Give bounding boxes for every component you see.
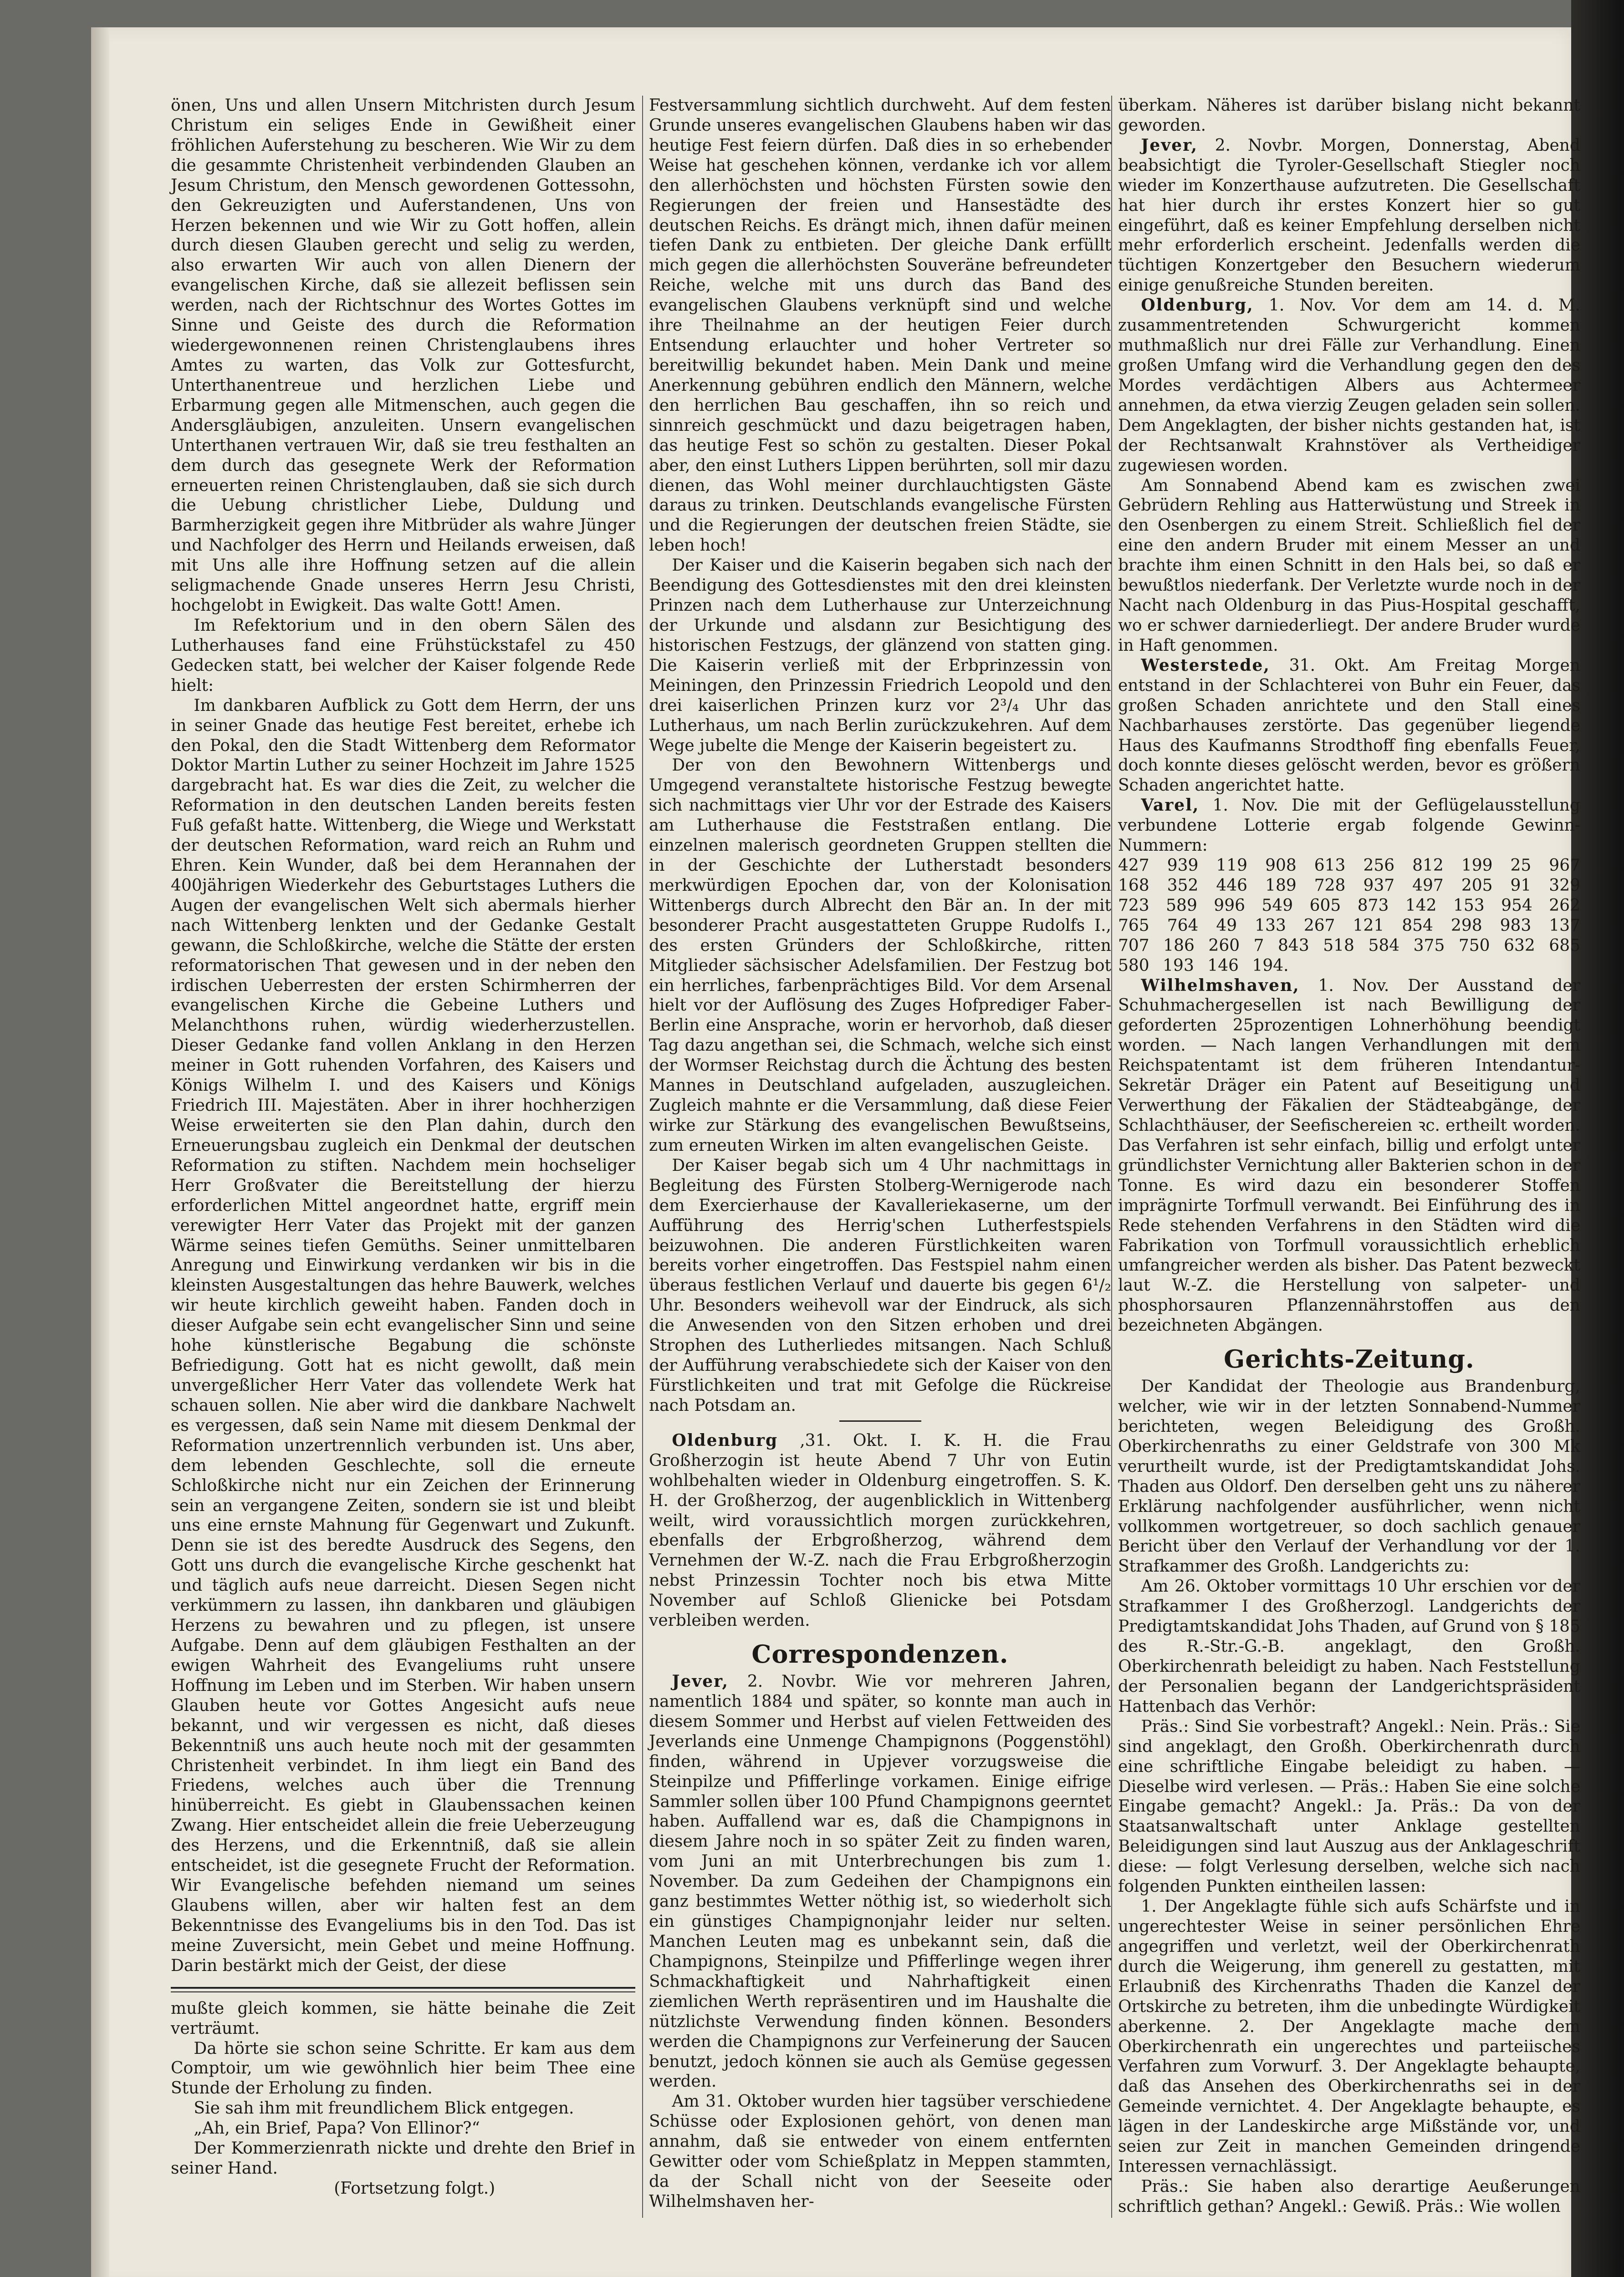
paragraph: Am 26. Oktober vormittags 10 Uhr erschien vor der Strafkammer I des Großherzogl. Landgerichts der Predigtamtskandidat Johs Thaden, auf Grund von § 185 des R.-Str.-G.-B. angeklagt, den Großh. Oberkirchenrath beleidigt zu haben. Nach Feststellung der Personalien begann der Landgerichtspräsident Hattenbach das Verhör:: [1118, 1577, 1580, 1716]
paragraph: Der Kandidat der Theologie aus Brandenburg, welcher, wie wir in der letzten Sonnabend-Nummer berichteten, wegen Beleidigung des Großh. Oberkirchenraths zu einer Geldstrafe von 300 Mk verurtheilt wurde, ist der Predigtamtskandidat Johs. Thaden aus Oldorf. Den derselben geht uns zu näherer Erklärung nachfolgender ausführlicher, wenn nicht vollkommen wortgetreuer, so doch sachlich genauer Bericht über den Verlauf der Verhandlung vor der 1. Strafkammer des Großh. Landgerichts zu:: [1118, 1377, 1580, 1576]
section-heading: Gerichts-Zeitung.: [1224, 1344, 1475, 1374]
paragraph: Präs.: Sie haben also derartige Aeußerungen schriftlich gethan? Angekl.: Gewiß. Präs.: Wie wollen: [1118, 2177, 1580, 2216]
separator: [839, 1420, 921, 1422]
page-gutter: [91, 27, 109, 2277]
news-item-westerstede: [1118, 656, 1580, 796]
column-2: [649, 96, 1111, 2212]
paragraph: Im dankbaren Aufblick zu Gott dem Herrn, der uns in seiner Gnade das heutige Fest bereitet, erhebe ich den Pokal, den die Stadt Wittenberg dem Reformator Doktor Martin Luther zu seiner Hochzeit im Jahre 1525 dargebracht hat. Es war dies die Zeit, zu welcher die Reformation in den deutschen Landen bereits festen Fuß gefaßt hatte. Wittenberg, die Wiege und Werkstatt der deutschen Reformation, ward reich an Ruhm und Ehren. Kein Wunder, daß bei dem Herannahen der 400jährigen Wiederkehr des Geburtstages Luthers die Augen der evangelischen Welt sich abermals hierher nach Wittenberg lenkten und der Gedanke Gestalt gewann, die Schloßkirche, welche die Stätte der ersten reformatorischen That gewesen und in der neben den irdischen Ueberresten der ersten Schirmherren der evangelischen Kirche die Gebeine Luthers und Melanchthons ruhen, würdig wiederherzustellen. Dieser Gedanke fand vollen Anklang in den Herzen meiner in Gott ruhenden Vorfahren, des Kaisers und Königs Wilhelm I. und des Kaisers und Königs Friedrich III. Majestäten. Aber in ihrer hochherzigen Weise erweiterten sie den Plan dahin, durch den Erneuerungsbau zugleich ein Denkmal der deutschen Reformation zu stiften. Nachdem mein hochseliger Herr Großvater die Bereitstellung der hierzu erforderlichen Mittel angeordnet hatte, ergriff mein verewigter Herr Vater das Projekt mit der ganzen Wärme seines tiefen Gemüths. Seiner unmittelbaren Anregung und Einwirkung verdanken wir bis in die kleinsten Ausgestaltungen das hehre Bauwerk, welches wir heute kirchlich geweiht haben. Fanden doch in dieser Aufgabe sein echt evangelischer Sinn und seine hohe künstlerische Begabung die schönste Befriedigung. Gott hat es nicht gewollt, daß mein unvergeßlicher Herr Vater das vollendete Werk hat schauen sollen. Nie aber wird die dankbare Nachwelt es vergessen, daß sein Name mit diesem Denkmal der Reformation unzertrennlich verbunden ist. Uns aber, dem lebenden Geschlechte, soll die erneute Schloßkirche nicht nur ein Zeichen der Erinnerung sein an vergangene Zeiten, sondern sie ist und bleibt uns eine ernste Mahnung für Gegenwart und Zukunft. Denn sie ist des beredte Ausdruck des Segens, den Gott uns durch die evangelische Kirche geschenkt hat und täglich aufs neue darreicht. Diesen Segen nicht verkümmern zu lassen, ihn dankbaren und gläubigen Herzens zu bewahren und zu pflegen, ist unsere Aufgabe. Denn auf dem gläubigen Festhalten an der ewigen Wahrheit des Evangeliums ruht unsere Hoffnung im Leben und im Sterben. Wir haben unsern Glauben heute vor Gottes Angesicht aufs neue bekannt, und wir vergessen es nicht, daß dieses Bekenntniß uns auch heute noch mit der gesammten Christenheit verbindet. In ihm liegt ein Band des Friedens, welches auch über die Trennung hinüberreicht. Es giebt in Glaubenssachen keinen Zwang. Hier entscheidet allein die freie Ueberzeugung des Herzens, und die Erkenntniß, daß sie allein entscheidet, ist die gesegnete Frucht der Reformation. Wir Evangelische befehden niemand um seines Glaubens willen, aber wir halten fest an dem Bekenntnisse des Evangeliums bis in den Tod. Das ist meine Zuversicht, mein Gebet und meine Hoffnung. Darin bestärkt mich der Geist, der diese: [171, 696, 635, 1975]
news-text: 2. Novbr. Morgen, Donnerstag, Abend beabsichtigt die Tyroler-Gesellschaft Stiegler noch wieder im Konzerthause aufzutreten. Die Gesellschaft hat hier durch ihr erstes Konzert hier so gut eingeführt, daß es keiner Empfehlung derselben nicht mehr erforderlich erscheint. Jedenfalls werden die tüchtigen Konzertgeber den Besuchern wiederum einige genußreiche Stunden bereiten.: [1118, 136, 1580, 295]
paragraph: Im Refektorium und in den obern Sälen des Lutherhauses fand eine Frühstückstafel zu 450 Gedecken statt, bei welcher der Kaiser folgende Rede hielt:: [171, 616, 635, 695]
column-divider: [1111, 96, 1112, 2218]
story-paragraph: Da hörte sie schon seine Schritte. Er kam aus dem Comptoir, um wie gewöhnlich hier beim Thee eine Stunde der Erholung zu finden.: [171, 2039, 635, 2098]
paragraph: Am Sonnabend Abend kam es zwischen zwei Gebrüdern Rehling aus Hatterwüstung und Streek in den Osenbergen zu einem Streit. Schließlich fiel der eine den andern Bruder mit einem Messer an und brachte ihm einen Schnitt in den Hals bei, so daß er bewußtlos niederfank. Der Verletzte wurde noch in der Nacht nach Oldenburg in das Pius-Hospital geschafft, wo er schwer darniederliegt. Der andere Bruder wurde in Haft genommen.: [1118, 476, 1580, 655]
news-text: 1. Nov. Der Ausstand der Schuhmachergesellen ist nach Bewilligung der geforderten 25prozentigen Lohnerhöhung beendigt worden. — Nach langen Verhandlungen mit dem Reichspatentamt ist dem früheren Intendantur-Sekretär Dräger ein Patent auf Beseitigung und Verwerthung der Fäkalien der Städteabgänge, der Schlachthäuser, der Seefischereien ꝛc. ertheilt worden. Das Verfahren ist sehr einfach, billig und erfolgt unter gründlichster Vernichtung aller Bakterien schon in der Tonne. Es wird dazu ein besonderer Stoffen imprägnirte Torfmull verwandt. Bei Einführung des in Rede stehenden Verfahrens in den Städten wird die Fabrikation von Torfmull voraussichtlich erheblich umfangreicher werden als bisher. Das Patent bezweckt laut W.-Z. die Herstellung von salpeter- und phosphorsauren Pflanzennährstoffen aus den bezeichneten Abgängen.: [1118, 976, 1580, 1335]
story-paragraph: Sie sah ihm mit freundlichem Blick entgegen.: [194, 2099, 574, 2118]
column-1: [171, 96, 635, 2199]
place-name: Varel,: [1141, 796, 1200, 815]
news-text: 1. Nov. Vor dem am 14. d. M. zusammentretenden Schwurgericht kommen muthmaßlich nur drei Fälle zur Verhandlung. Einen großen Umfang wird die Verhandlung gegen den des Mordes verdächtigen Albers aus Achtermeer annehmen, da etwa vierzig Zeugen geladen sein sollen. Dem Angeklagten, der bisher nichts gestanden hat, ist der Rechtsanwalt Krahnstöver als Vertheidiger zugewiesen worden.: [1118, 296, 1580, 475]
place-name: Westerstede,: [1141, 655, 1270, 675]
paragraph: Der Kaiser begab sich um 4 Uhr nachmittags in Begleitung des Fürsten Stolberg-Wernigerode nach dem Exercierhause der Kavalleriekaserne, um der Aufführung des Herrig'schen Lutherfestspiels beizuwohnen. Die anderen Fürstlichkeiten waren bereits vorher eingetroffen. Das Festspiel nahm einen überaus festlichen Verlauf und dauerte bis gegen 6¹/₂ Uhr. Besonders weihevoll war der Eindruck, als sich die Anwesenden von den Sitzen erhoben und drei Strophen des Lutherliedes mitsangen. Nach Schluß der Aufführung verabschiedete sich der Kaiser von den Fürstlichkeiten und trat mit Gefolge die Rückreise nach Potsdam an.: [649, 1156, 1111, 1415]
place-name: Oldenburg,: [1141, 296, 1254, 315]
paragraph: önen, Uns und allen Unsern Mitchristen durch Jesum Christum ein seliges Ende in Gewißheit einer fröhlichen Auferstehung zu bescheren. Wie Wir zu dem die gesammte Christenheit verbindenden Glauben an Jesum Christum, den Mensch gewordenen Gottessohn, den Gekreuzigten und Auferstandenen, Uns von Herzen bekennen und wie Wir zu Gott hoffen, allein durch diesen Glauben gerecht und selig zu werden, also erwarten Wir auch von allen Dienern der evangelischen Kirche, daß sie allezeit beflissen sein werden, nach der Richtschnur des Wortes Gottes im Sinne und Geiste des durch die Reformation wiedergewonnenen reinen Christenglaubens ihres Amtes zu warten, das Volk zur Gottesfurcht, Unterthanentreue und herzlichen Liebe und Erbarmung gegen alle Mitmenschen, auch gegen die Andersgläubigen, anzuleiten. Unsern evangelischen Unterthanen vertrauen Wir, daß sie treu festhalten an dem durch das gesegnete Werk der Reformation erneuerten reinen Christenglauben, daß sie sich durch die Uebung christlicher Liebe, Duldung und Barmherzigkeit gegen ihre Mitbrüder als wahre Jünger und Nachfolger des Herrn und Heilands erweisen, daß mit Uns alle ihre Hoffnung setzen auf die allein seligmachende Gnade unseres Herrn Jesu Christi, hochgelobt in Ewigkeit. Das walte Gott! Amen.: [171, 96, 635, 615]
news-item-jever: [1118, 136, 1580, 296]
paragraph: Am 31. Oktober wurden hier tagsüber verschiedene Schüsse oder Explosionen gehört, von denen man annahm, daß sie entweder von einem entfernten Gewitter oder vom Schießplatz in Meppen stammten, da der Schall nicht von der Seeseite oder Wilhelmshaven her-: [649, 2092, 1111, 2211]
story-paragraph: mußte gleich kommen, sie hätte beinahe die Zeit verträumt.: [171, 1999, 635, 2038]
news-item-oldenburg: [1118, 296, 1580, 475]
continuation-note: (Fortsetzung folgt.): [334, 2179, 495, 2198]
story-paragraph: „Ah, ein Brief, Papa? Von Ellinor?“: [194, 2119, 480, 2138]
news-text: 1. Nov. Die mit der Geflügelausstellung verbundene Lotterie ergab folgende Gewinn-Nummern:: [1118, 796, 1580, 855]
paragraph: Der von den Bewohnern Wittenbergs und Umgegend veranstaltete historische Festzug bewegte sich nachmittags vier Uhr vor der Estrade des Kaisers am Lutherhause die Feststraßen entlang. Die einzelnen malerisch geordneten Gruppen stellten die in der Geschichte der Lutherstadt besonders merkwürdigen Epochen dar, von der Kolonisation Wittenbergs durch Albrecht den Bär an. In der mit besonderer Pracht ausgestatteten Gruppe Rudolfs I., des ersten Gründers der Schloßkirche, ritten Mitglieder sächsischer Adelsfamilien. Der Festzug bot ein herrliches, farbenprächtiges Bild. Vor dem Arsenal hielt vor der Auflösung des Zuges Hofprediger Faber-Berlin eine Ansprache, worin er hervorhob, daß dieser Tag dazu angethan sei, die Schmach, welche sich einst der Wormser Reichstag durch die Ächtung des besten Mannes in Deutschland aufgeladen, auszugleichen. Zugleich mahnte er die Versammlung, daß diese Feier wirke zur Stärkung des evangelischen Bewußtseins, zum erneuten Wirken im alten evangelischen Geiste.: [649, 756, 1111, 1155]
section-heading: Correspondenzen.: [751, 1639, 1009, 1669]
paragraph: Präs.: Sind Sie vorbestraft? Angekl.: Nein. Präs.: Sie sind angeklagt, den Großh. Oberkirchenrath durch eine schriftliche Eingabe beleidigt zu haben. — Dieselbe wird verlesen. — Präs.: Haben Sie eine solche Eingabe gemacht? Angekl.: Ja. Präs.: Da von der Staatsanwaltschaft unter Anklage gestellten Beleidigungen sind laut Auszug aus der Anklageschrift diese: — folgt Verlesung derselben, welche sich nach folgenden Punkten eintheilen lassen:: [1118, 1717, 1580, 1896]
news-text: 2. Novbr. Wie vor mehreren Jahren, namentlich 1884 und später, so konnte man auch in diesem Sommer und Herbst auf vielen Fettweiden des Jeverlands eine Unmenge Champignons (Poggenstöhl) finden, während in Upjever vorzugsweise die Steinpilze und Pfifferlinge vorkamen. Einige eifrige Sammler sollen über 100 Pfund Champignons geerntet haben. Auffallend war es, daß die Champignons in diesem Jahre noch in so später Zeit zu finden waren, vom Juni an mit Unterbrechungen bis zum 1. November. Da zum Gedeihen der Champignons ein ganz bestimmtes Wetter nöthig ist, so wiederholt sich ein günstiges Champignonjahr leider nur selten. Manchen Leuten mag es unbekannt sein, daß die Champignons, Steinpilze und Pfifferlinge wegen ihrer Schmackhaftigkeit und Nahrhaftigkeit einen ziemlichen Werth repräsentiren und im Haushalte die nützlichste Verwendung finden können. Besonders werden die Champignons zur Verfeinerung der Saucen benutzt, jedoch können sie auch als Gemüse gegessen werden.: [649, 1672, 1111, 2091]
news-text: ,31. Okt. I. K. H. die Frau Großherzogin ist heute Abend 7 Uhr von Eutin wohlbehalten wieder in Oldenburg eingetroffen. S. K. H. der Großherzog, der augenblicklich in Wittenberg weilt, wird voraussichtlich morgen zurückkehren, ebenfalls der Erbgroßherzog, während dem Vernehmen der W.-Z. nach die Frau Erbgroßherzogin nebst Prinzessin Tochter noch bis etwa Mitte November auf Schloß Glienicke bei Potsdam verbleiben werden.: [649, 1431, 1111, 1630]
news-item-oldenburg: [649, 1431, 1111, 1631]
paragraph: 1. Der Angeklagte fühle sich aufs Schärfste und in ungerechtester Weise in seiner persönlichen Ehre angegriffen und verletzt, weil der Oberkirchenrath durch die Weigerung, ihm generell zu gestatten, mit Erlaubniß des Kirchenraths Thaden die Kanzel der Ortskirche zu betreten, ihm die unbedingte Würdigkeit aberkenne. 2. Der Angeklagte mache dem Oberkirchenrath ein ungerechtes und parteiisches Verfahren zum Vorwurf. 3. Der Angeklagte behaupte, daß das Ansehen des Oberkirchenraths sei in der Gemeinde vernichtet. 4. Der Angeklagte behaupte, es lägen in der Landeskirche arge Mißstände vor, und seien zur Zeit in manchen Gemeinden dringende Interessen vernachlässigt.: [1118, 1897, 1580, 2176]
lottery-numbers: 427 939 119 908 613 256 812 199 25 967 168 352 446 189 728 937 497 205 91 329 723 589 996 549 605 873 142 153 954 262 765 764 49 133 267 121 854 298 983 137 707 186 260 7 843 518 584 375 750 632 685 580 193 146 194.: [1118, 856, 1580, 975]
feuilleton-rule: [171, 1987, 635, 1992]
column-3: [1118, 96, 1580, 2217]
news-item-wilhelmshaven: [1118, 976, 1580, 1336]
place-name: Jever,: [672, 1671, 729, 1691]
column-divider: [642, 96, 643, 2218]
news-item-varel: [1118, 796, 1580, 856]
paragraph: Der Kaiser und die Kaiserin begaben sich nach der Beendigung des Gottesdienstes mit den drei kleinsten Prinzen nach dem Lutherhause zur Unterzeichnung der Urkunde und alsdann zur Besichtigung des historischen Festzugs, der glänzend von statten ging. Die Kaiserin verließ mit der Erbprinzessin von Meiningen, den Prinzessin Friedrich Leopold und den drei kaiserlichen Prinzen kurz vor 2³/₄ Uhr das Lutherhaus, um nach Berlin zurückzukehren. Auf dem Wege jubelte die Menge der Kaiserin begeistert zu.: [649, 556, 1111, 755]
news-item-jever: [649, 1672, 1111, 2092]
news-text: 31. Okt. Am Freitag Morgen entstand in der Schlachterei von Buhr ein Feuer, das großen Schaden anrichtete und den Stall eines Nachbarhauses zerstörte. Das gegenüber liegende Haus des Kaufmanns Strodthoff fing ebenfalls Feuer, doch konnte dieses gelöscht werden, bevor es größern Schaden angerichtet hatte.: [1118, 656, 1580, 795]
place-name: Wilhelmshaven,: [1141, 975, 1300, 995]
story-paragraph: Der Kommerzienrath nickte und drehte den Brief in seiner Hand.: [171, 2139, 635, 2178]
paragraph: überkam. Näheres ist darüber bislang nicht bekannt geworden.: [1118, 96, 1580, 135]
paragraph: Festversammlung sichtlich durchweht. Auf dem festen Grunde unseres evangelischen Glaubens haben wir das heutige Fest feiern dürfen. Daß dies in so erhebender Weise hat geschehen können, verdanke ich vor allem den allerhöchsten und höchsten Fürsten sowie den Regierungen der freien und Hansestädte des deutschen Reichs. Es drängt mich, ihnen dafür meinen tiefen Dank zu entbieten. Der gleiche Dank erfüllt mich gegen die allerhöchsten Souveräne befreundeter Reiche, welche mit uns durch das Band des evangelischen Glaubens verknüpft sind und welche ihre Theilnahme an der heutigen Feier durch Entsendung erlauchter und hoher Vertreter so bereitwillig bekundet haben. Mein Dank und meine Anerkennung gebühren endlich den Männern, welche den herrlichen Bau geschaffen, ihn so reich und sinnreich geschmückt und dazu beigetragen haben, das heutige Fest so schön zu gestalten. Dieser Pokal aber, den einst Luthers Lippen berührten, soll mir dazu dienen, das Wohl meiner durchlauchtigsten Gäste daraus zu trinken. Deutschlands evangelische Fürsten und die Regierungen der deutschen freien Städte, sie leben hoch!: [649, 96, 1111, 555]
place-name: Jever,: [1141, 135, 1198, 155]
place-name: Oldenburg: [672, 1430, 778, 1450]
